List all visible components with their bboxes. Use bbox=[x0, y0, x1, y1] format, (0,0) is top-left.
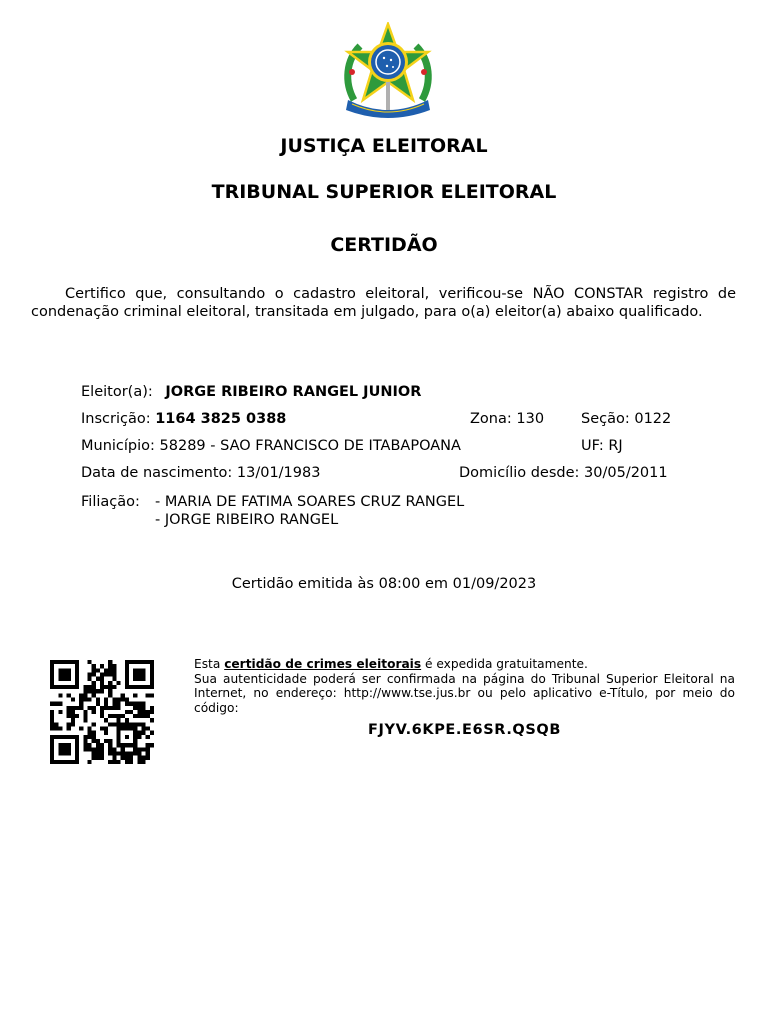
inscricao-row bbox=[81, 411, 286, 427]
qr-code[interactable] bbox=[50, 660, 154, 764]
certidao-crimes-link[interactable]: certidão de crimes eleitorais bbox=[224, 657, 422, 671]
filiacao-parent-1: - MARIA DE FATIMA SOARES CRUZ RANGEL bbox=[155, 494, 465, 510]
heading-justica-eleitoral: JUSTIÇA ELEITORAL bbox=[280, 135, 488, 157]
voter-name: JORGE RIBEIRO RANGEL JUNIOR bbox=[165, 384, 422, 400]
secao-value: Seção: 0122 bbox=[581, 411, 672, 427]
voter-name-label: Eleitor(a): bbox=[81, 384, 153, 400]
brazil-coat-of-arms-emblem bbox=[340, 22, 436, 122]
voter-name-row bbox=[81, 384, 421, 400]
filiacao-parent-2: - JORGE RIBEIRO RANGEL bbox=[155, 512, 339, 528]
domicile-since: Domicílio desde: 30/05/2011 bbox=[459, 465, 668, 481]
auth-instructions: Sua autenticidade poderá ser confirmada na página do Tribunal Superior Eleitoral na Internet, no endereço: http://www.tse.jus.br ou pelo aplicativo e-Título, por meio do código: bbox=[194, 671, 735, 715]
certification-paragraph: Certifico que, consultando o cadastro eleitoral, verificou-se NÃO CONSTAR registro de condenação criminal eleitoral, transitada em julgado, para o(a) eleitor(a) abaixo qualificado. bbox=[31, 286, 736, 320]
emission-timestamp: Certidão emitida às 08:00 em 01/09/2023 bbox=[231, 576, 537, 592]
authenticity-note bbox=[194, 657, 735, 715]
inscricao-value: 1164 3825 0388 bbox=[155, 411, 287, 427]
auth-prefix: Esta bbox=[194, 657, 221, 671]
municipio-value: Município: 58289 - SAO FRANCISCO DE ITABAPOANA bbox=[81, 438, 461, 454]
zona-value: Zona: 130 bbox=[470, 411, 545, 427]
birth-date: Data de nascimento: 13/01/1983 bbox=[81, 465, 321, 481]
heading-certidao: CERTIDÃO bbox=[330, 234, 438, 256]
uf-value: UF: RJ bbox=[581, 438, 623, 454]
auth-suffix: é expedida gratuitamente. bbox=[421, 657, 588, 671]
heading-tribunal: TRIBUNAL SUPERIOR ELEITORAL bbox=[211, 181, 557, 203]
inscricao-label: Inscrição: bbox=[81, 411, 151, 427]
verification-code: FJYV.6KPE.E6SR.QSQB bbox=[368, 722, 561, 738]
filiacao-label: Filiação: bbox=[81, 494, 140, 510]
